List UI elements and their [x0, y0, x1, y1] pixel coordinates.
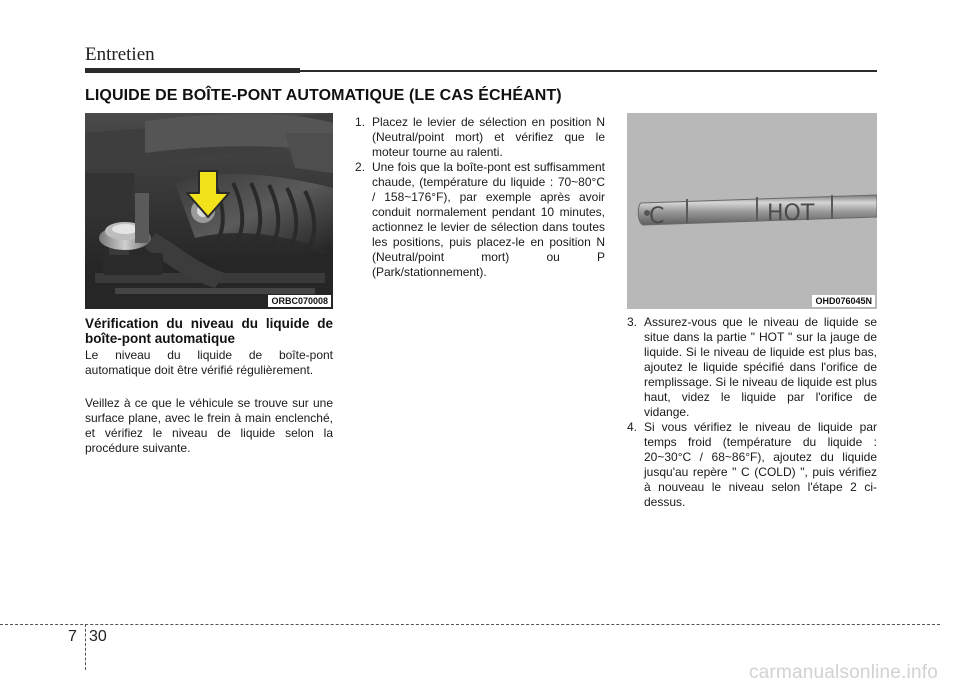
section-title: LIQUIDE DE BOÎTE-PONT AUTOMATIQUE (LE CAS ÉCHÉANT)	[85, 87, 562, 104]
dipstick-illustration	[627, 113, 877, 309]
footer-chapter-number: 7	[68, 628, 77, 645]
subsection-heading: Vérification du niveau du liquide de boîte-pont automatique	[85, 316, 333, 346]
dipstick-mark-hot: HOT	[767, 201, 815, 226]
step-number: 4.	[627, 420, 638, 434]
step-text: Assurez-vous que le niveau de liquide se situe dans la partie " HOT " sur la jauge de liquide. Si le niveau de liquide est plus bas, ajoutez le liquide spécifié dans l'orifice de remplissage. Si le niveau de liquide est plus haut, videz le liquide par l'orifice de vidange.	[644, 315, 877, 419]
procedure-step-2	[355, 160, 605, 280]
figure-code-engine: ORBC070008	[268, 295, 331, 307]
procedure-step-4	[627, 420, 877, 510]
step-number: 3.	[627, 315, 638, 329]
procedure-steps-part-2	[627, 315, 877, 510]
watermark-text: carmanualsonline.info	[748, 662, 938, 683]
step-number: 1.	[355, 115, 366, 129]
paragraph-procedure-intro: Veillez à ce que le véhicule se trouve sur une surface plane, avec le frein à main enclenché, et vérifiez le niveau de liquide selon la procédure suivante.	[85, 396, 333, 455]
step-text: Placez le levier de sélection en position N (Neutral/point mort) et vérifiez que le moteur tourne au ralenti.	[372, 115, 605, 159]
figure-code-dipstick: OHD076045N	[812, 295, 875, 307]
footer-page-separator	[85, 624, 86, 670]
procedure-step-3	[627, 315, 877, 420]
procedure-step-1	[355, 115, 605, 160]
engine-bay-photo	[85, 113, 333, 309]
step-text: Si vous vérifiez le niveau de liquide par temps froid (température du liquide : 20~30°C / 68~86°F), ajoutez du liquide jusqu'au repère " C (COLD) ", puis vérifiez à nouveau le niveau selon l'étape 2 ci-dessus.	[644, 420, 877, 509]
paragraph-check-regularly: Le niveau du liquide de boîte-pont automatique doit être vérifié régulièrement.	[85, 348, 333, 377]
dipstick-photo	[627, 113, 877, 309]
down-arrow-icon	[85, 113, 333, 309]
step-number: 2.	[355, 160, 366, 174]
footer-page-number: 30	[89, 628, 107, 645]
footer-divider	[0, 624, 940, 625]
header-rule-thick	[85, 68, 300, 73]
step-text: Une fois que la boîte-pont est suffisamment chaude, (température du liquide : 70~80°C / 158~176°F), par exemple après avoir conduit normalement pendant 10 minutes, actionnez le levier de sélection dans toutes les positions, puis placez-le en position N (Neutral/point mort) ou P (Park/stationnement).	[372, 160, 605, 279]
procedure-steps-part-1	[355, 115, 605, 280]
header-rule-thin	[300, 70, 877, 72]
dipstick-mark-cold: C	[649, 204, 665, 229]
chapter-title: Entretien	[85, 44, 155, 65]
